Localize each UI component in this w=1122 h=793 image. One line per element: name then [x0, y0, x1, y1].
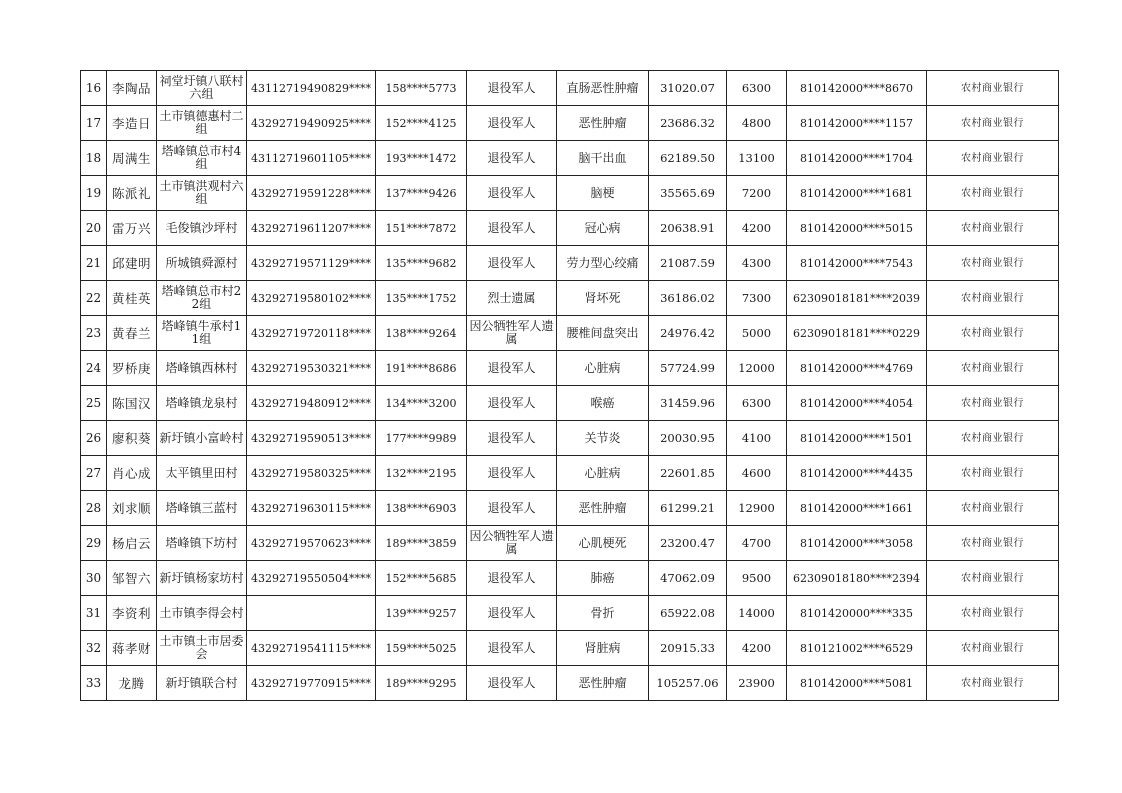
bank-cell: 农村商业银行	[927, 386, 1059, 421]
bank-cell: 农村商业银行	[927, 631, 1059, 666]
bank-cell: 农村商业银行	[927, 351, 1059, 386]
disease-cell: 恶性肿瘤	[557, 491, 649, 526]
amount-cell: 4800	[727, 106, 787, 141]
table-row	[81, 351, 1059, 386]
name-cell: 杨启云	[107, 526, 157, 561]
amount-cell: 4100	[727, 421, 787, 456]
table-row	[81, 561, 1059, 596]
bank-cell: 农村商业银行	[927, 666, 1059, 701]
id-number-cell: 43292719541115****	[247, 631, 376, 666]
expense-cell: 61299.21	[649, 491, 727, 526]
phone-cell: 137****9426	[376, 176, 467, 211]
table-row	[81, 106, 1059, 141]
disease-cell: 直肠恶性肿瘤	[557, 71, 649, 106]
category-cell: 因公牺牲军人遗属	[467, 316, 557, 351]
id-number-cell: 43292719611207****	[247, 211, 376, 246]
phone-cell: 177****9989	[376, 421, 467, 456]
table-row	[81, 386, 1059, 421]
address-cell: 太平镇里田村	[157, 456, 247, 491]
row-number: 20	[81, 211, 107, 246]
address-cell: 塔峰镇总市村4组	[157, 141, 247, 176]
phone-cell: 152****5685	[376, 561, 467, 596]
row-number: 29	[81, 526, 107, 561]
table-row	[81, 316, 1059, 351]
name-cell: 邱建明	[107, 246, 157, 281]
amount-cell: 7200	[727, 176, 787, 211]
category-cell: 退役军人	[467, 666, 557, 701]
table-row	[81, 176, 1059, 211]
name-cell: 黄桂英	[107, 281, 157, 316]
expense-cell: 35565.69	[649, 176, 727, 211]
name-cell: 李陶品	[107, 71, 157, 106]
bank-cell: 农村商业银行	[927, 71, 1059, 106]
id-number-cell: 43292719580325****	[247, 456, 376, 491]
bank-cell: 农村商业银行	[927, 491, 1059, 526]
id-number-cell: 43112719601105****	[247, 141, 376, 176]
row-number: 30	[81, 561, 107, 596]
account-cell: 62309018181****2039	[787, 281, 927, 316]
category-cell: 退役军人	[467, 386, 557, 421]
bank-cell: 农村商业银行	[927, 526, 1059, 561]
category-cell: 退役军人	[467, 631, 557, 666]
disease-cell: 喉癌	[557, 386, 649, 421]
category-cell: 退役军人	[467, 141, 557, 176]
name-cell: 蒋孝财	[107, 631, 157, 666]
bank-cell: 农村商业银行	[927, 561, 1059, 596]
account-cell: 810142000****4769	[787, 351, 927, 386]
account-cell: 810142000****4054	[787, 386, 927, 421]
name-cell: 周满生	[107, 141, 157, 176]
row-number: 21	[81, 246, 107, 281]
address-cell: 塔峰镇龙泉村	[157, 386, 247, 421]
address-cell: 土市镇洪观村六组	[157, 176, 247, 211]
expense-cell: 65922.08	[649, 596, 727, 631]
address-cell: 所城镇舜源村	[157, 246, 247, 281]
row-number: 16	[81, 71, 107, 106]
name-cell: 罗桥庚	[107, 351, 157, 386]
phone-cell: 159****5025	[376, 631, 467, 666]
category-cell: 退役军人	[467, 456, 557, 491]
expense-cell: 47062.09	[649, 561, 727, 596]
account-cell: 810142000****8670	[787, 71, 927, 106]
table-row	[81, 491, 1059, 526]
category-cell: 退役军人	[467, 421, 557, 456]
table-row	[81, 421, 1059, 456]
category-cell: 退役军人	[467, 561, 557, 596]
account-cell: 62309018181****0229	[787, 316, 927, 351]
disease-cell: 脑干出血	[557, 141, 649, 176]
name-cell: 陈派礼	[107, 176, 157, 211]
disease-cell: 冠心病	[557, 211, 649, 246]
row-number: 33	[81, 666, 107, 701]
amount-cell: 7300	[727, 281, 787, 316]
amount-cell: 5000	[727, 316, 787, 351]
phone-cell: 134****3200	[376, 386, 467, 421]
row-number: 17	[81, 106, 107, 141]
bank-cell: 农村商业银行	[927, 211, 1059, 246]
account-cell: 810142000****1661	[787, 491, 927, 526]
amount-cell: 13100	[727, 141, 787, 176]
category-cell: 退役军人	[467, 71, 557, 106]
account-cell: 62309018180****2394	[787, 561, 927, 596]
disease-cell: 恶性肿瘤	[557, 106, 649, 141]
id-number-cell: 43292719591228****	[247, 176, 376, 211]
expense-cell: 31459.96	[649, 386, 727, 421]
category-cell: 退役军人	[467, 491, 557, 526]
row-number: 18	[81, 141, 107, 176]
name-cell: 肖心成	[107, 456, 157, 491]
amount-cell: 4700	[727, 526, 787, 561]
phone-cell: 158****5773	[376, 71, 467, 106]
expense-cell: 36186.02	[649, 281, 727, 316]
id-number-cell: 43292719590513****	[247, 421, 376, 456]
table-row	[81, 246, 1059, 281]
id-number-cell: 43292719770915****	[247, 666, 376, 701]
expense-cell: 23200.47	[649, 526, 727, 561]
amount-cell: 6300	[727, 71, 787, 106]
amount-cell: 4200	[727, 631, 787, 666]
phone-cell: 138****6903	[376, 491, 467, 526]
amount-cell: 4300	[727, 246, 787, 281]
row-number: 26	[81, 421, 107, 456]
category-cell: 退役军人	[467, 211, 557, 246]
address-cell: 塔峰镇牛承村11组	[157, 316, 247, 351]
account-cell: 810142000****7543	[787, 246, 927, 281]
disease-cell: 心脏病	[557, 351, 649, 386]
amount-cell: 9500	[727, 561, 787, 596]
name-cell: 龙腾	[107, 666, 157, 701]
bank-cell: 农村商业银行	[927, 596, 1059, 631]
category-cell: 烈士遗属	[467, 281, 557, 316]
row-number: 28	[81, 491, 107, 526]
phone-cell: 135****9682	[376, 246, 467, 281]
name-cell: 廖积葵	[107, 421, 157, 456]
phone-cell: 193****1472	[376, 141, 467, 176]
table-row	[81, 456, 1059, 491]
name-cell: 李资利	[107, 596, 157, 631]
id-number-cell: 43292719571129****	[247, 246, 376, 281]
expense-cell: 22601.85	[649, 456, 727, 491]
table-row	[81, 666, 1059, 701]
records-table	[80, 70, 1059, 701]
bank-cell: 农村商业银行	[927, 456, 1059, 491]
disease-cell: 腰椎间盘突出	[557, 316, 649, 351]
phone-cell: 151****7872	[376, 211, 467, 246]
table-row	[81, 631, 1059, 666]
address-cell: 土市镇土市居委会	[157, 631, 247, 666]
records-table-body	[81, 71, 1059, 701]
row-number: 31	[81, 596, 107, 631]
account-cell: 810142000****1157	[787, 106, 927, 141]
row-number: 24	[81, 351, 107, 386]
expense-cell: 20030.95	[649, 421, 727, 456]
id-number-cell: 43292719550504****	[247, 561, 376, 596]
address-cell: 新圩镇小富岭村	[157, 421, 247, 456]
category-cell: 退役军人	[467, 246, 557, 281]
row-number: 19	[81, 176, 107, 211]
disease-cell: 脑梗	[557, 176, 649, 211]
id-number-cell: 43292719720118****	[247, 316, 376, 351]
category-cell: 退役军人	[467, 106, 557, 141]
account-cell: 8101420000****335	[787, 596, 927, 631]
expense-cell: 20638.91	[649, 211, 727, 246]
address-cell: 毛俊镇沙坪村	[157, 211, 247, 246]
phone-cell: 139****9257	[376, 596, 467, 631]
address-cell: 新圩镇杨家坊村	[157, 561, 247, 596]
amount-cell: 4600	[727, 456, 787, 491]
amount-cell: 6300	[727, 386, 787, 421]
expense-cell: 31020.07	[649, 71, 727, 106]
table-row	[81, 526, 1059, 561]
disease-cell: 劳力型心绞痛	[557, 246, 649, 281]
expense-cell: 105257.06	[649, 666, 727, 701]
name-cell: 雷万兴	[107, 211, 157, 246]
address-cell: 祠堂圩镇八联村六组	[157, 71, 247, 106]
row-number: 27	[81, 456, 107, 491]
table-row	[81, 71, 1059, 106]
table-row	[81, 211, 1059, 246]
table-row	[81, 596, 1059, 631]
id-number-cell: 43292719570623****	[247, 526, 376, 561]
disease-cell: 关节炎	[557, 421, 649, 456]
amount-cell: 4200	[727, 211, 787, 246]
account-cell: 810142000****1501	[787, 421, 927, 456]
phone-cell: 138****9264	[376, 316, 467, 351]
account-cell: 810142000****5081	[787, 666, 927, 701]
id-number-cell: 43292719530321****	[247, 351, 376, 386]
expense-cell: 23686.32	[649, 106, 727, 141]
category-cell: 退役军人	[467, 176, 557, 211]
phone-cell: 152****4125	[376, 106, 467, 141]
expense-cell: 57724.99	[649, 351, 727, 386]
disease-cell: 肾坏死	[557, 281, 649, 316]
disease-cell: 骨折	[557, 596, 649, 631]
account-cell: 810121002****6529	[787, 631, 927, 666]
phone-cell: 189****3859	[376, 526, 467, 561]
disease-cell: 心肌梗死	[557, 526, 649, 561]
id-number-cell: 43292719580102****	[247, 281, 376, 316]
name-cell: 李造日	[107, 106, 157, 141]
account-cell: 810142000****5015	[787, 211, 927, 246]
row-number: 22	[81, 281, 107, 316]
bank-cell: 农村商业银行	[927, 421, 1059, 456]
id-number-cell: 43112719490829****	[247, 71, 376, 106]
expense-cell: 62189.50	[649, 141, 727, 176]
name-cell: 陈国汉	[107, 386, 157, 421]
expense-cell: 21087.59	[649, 246, 727, 281]
address-cell: 新圩镇联合村	[157, 666, 247, 701]
amount-cell: 12000	[727, 351, 787, 386]
address-cell: 塔峰镇三蓝村	[157, 491, 247, 526]
id-number-cell: 43292719630115****	[247, 491, 376, 526]
address-cell: 塔峰镇下坊村	[157, 526, 247, 561]
phone-cell: 191****8686	[376, 351, 467, 386]
address-cell: 土市镇李得会村	[157, 596, 247, 631]
category-cell: 因公牺牲军人遗属	[467, 526, 557, 561]
bank-cell: 农村商业银行	[927, 141, 1059, 176]
address-cell: 土市镇德惠村二组	[157, 106, 247, 141]
row-number: 23	[81, 316, 107, 351]
phone-cell: 189****9295	[376, 666, 467, 701]
category-cell: 退役军人	[467, 351, 557, 386]
id-number-cell: 43292719480912****	[247, 386, 376, 421]
expense-cell: 20915.33	[649, 631, 727, 666]
table-row	[81, 141, 1059, 176]
bank-cell: 农村商业银行	[927, 176, 1059, 211]
id-number-cell	[247, 596, 376, 631]
amount-cell: 14000	[727, 596, 787, 631]
name-cell: 邹智六	[107, 561, 157, 596]
name-cell: 刘求顺	[107, 491, 157, 526]
bank-cell: 农村商业银行	[927, 281, 1059, 316]
table-row	[81, 281, 1059, 316]
disease-cell: 肺癌	[557, 561, 649, 596]
disease-cell: 肾脏病	[557, 631, 649, 666]
address-cell: 塔峰镇总市村22组	[157, 281, 247, 316]
account-cell: 810142000****1681	[787, 176, 927, 211]
row-number: 25	[81, 386, 107, 421]
bank-cell: 农村商业银行	[927, 106, 1059, 141]
name-cell: 黄春兰	[107, 316, 157, 351]
row-number: 32	[81, 631, 107, 666]
amount-cell: 12900	[727, 491, 787, 526]
id-number-cell: 43292719490925****	[247, 106, 376, 141]
address-cell: 塔峰镇西林村	[157, 351, 247, 386]
disease-cell: 恶性肿瘤	[557, 666, 649, 701]
account-cell: 810142000****1704	[787, 141, 927, 176]
expense-cell: 24976.42	[649, 316, 727, 351]
category-cell: 退役军人	[467, 596, 557, 631]
account-cell: 810142000****3058	[787, 526, 927, 561]
amount-cell: 23900	[727, 666, 787, 701]
bank-cell: 农村商业银行	[927, 316, 1059, 351]
disease-cell: 心脏病	[557, 456, 649, 491]
account-cell: 810142000****4435	[787, 456, 927, 491]
phone-cell: 132****2195	[376, 456, 467, 491]
bank-cell: 农村商业银行	[927, 246, 1059, 281]
phone-cell: 135****1752	[376, 281, 467, 316]
